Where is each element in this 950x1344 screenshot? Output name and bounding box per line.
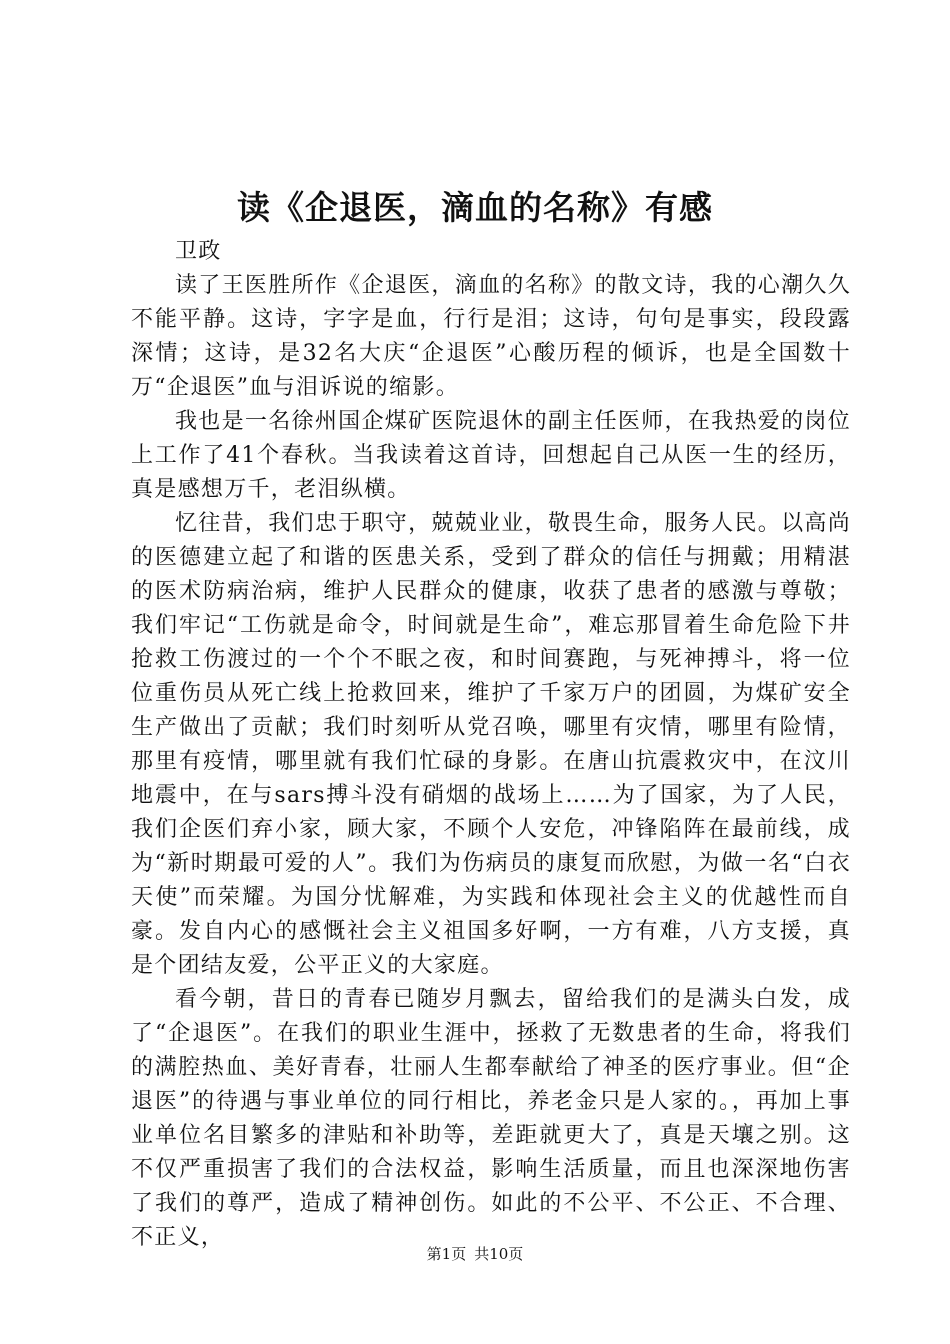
paragraph-2: 我也是一名徐州国企煤矿医院退休的副主任医师，在我热爱的岗位上工作了41个春秋。当我读着这首诗，回想起自己从医一生的经历，真是感想万千，老泪纵横。 — [131, 409, 851, 502]
paragraph-1: 读了王医胜所作《企退医，滴血的名称》的散文诗，我的心潮久久不能平静。这诗，字字是血，行行是泪；这诗，句句是事实，段段露深情；这诗，是32名大庆“企退医”心酸历程的倾诉，也是全国数十万“企退医”血与泪诉说的缩影。 — [131, 273, 851, 400]
page-footer — [0, 1242, 950, 1266]
page-total: 共10页 — [474, 1245, 524, 1263]
paragraph-3: 忆往昔，我们忠于职守，兢兢业业，敬畏生命，服务人民。以高尚的医德建立起了和谐的医患关系，受到了群众的信任与拥戴；用精湛的医术防病治病，维护人民群众的健康，收获了患者的感激与尊敬；我们牢记“工伤就是命令，时间就是生命”，难忘那冒着生命危险下井抢救工伤渡过的一个个不眠之夜，和时间赛跑，与死神搏斗，将一位位重伤员从死亡线上抢救回来，维护了千家万户的团圆，为煤矿安全生产做出了贡献；我们时刻听从党召唤，哪里有灾情，哪里有险情，那里有疫情，哪里就有我们忙碌的身影。在唐山抗震救灾中，在汶川地震中，在与sars搏斗没有硝烟的战场上……为了国家，为了人民，我们企医们弃小家，顾大家，不顾个人安危，冲锋陷阵在最前线，成为“新时期最可爱的人”。我们为伤病员的康复而欣慰，为做一名“白衣天使”而荣耀。为国分忧解难，为实践和体现社会主义的优越性而自豪。发自内心的感慨社会主义祖国多好啊，一方有难，八方支援，真是个团结友爱，公平正义的大家庭。 — [131, 511, 851, 978]
page-number: 第1页 — [426, 1245, 467, 1263]
paragraph-4: 看今朝，昔日的青春已随岁月飘去，留给我们的是满头白发，成了“企退医”。在我们的职业生涯中，拯救了无数患者的生命，将我们的满腔热血、美好青春，壮丽人生都奉献给了神圣的医疗事业。但“企退医”的待遇与事业单位的同行相比，养老金只是人家的。，再加上事业单位名目繁多的津贴和补助等，差距就更大了，真是天壤之别。这不仅严重损害了我们的合法权益，影响生活质量，而且也深深地伤害了我们的尊严，造成了精神创伤。如此的不公平、不公正、不合理、不正义， — [131, 987, 851, 1250]
document-body — [131, 235, 851, 1255]
document-title: 读《企退医，滴血的名称》有感 — [237, 188, 713, 227]
author-line: 卫政 — [175, 239, 222, 264]
